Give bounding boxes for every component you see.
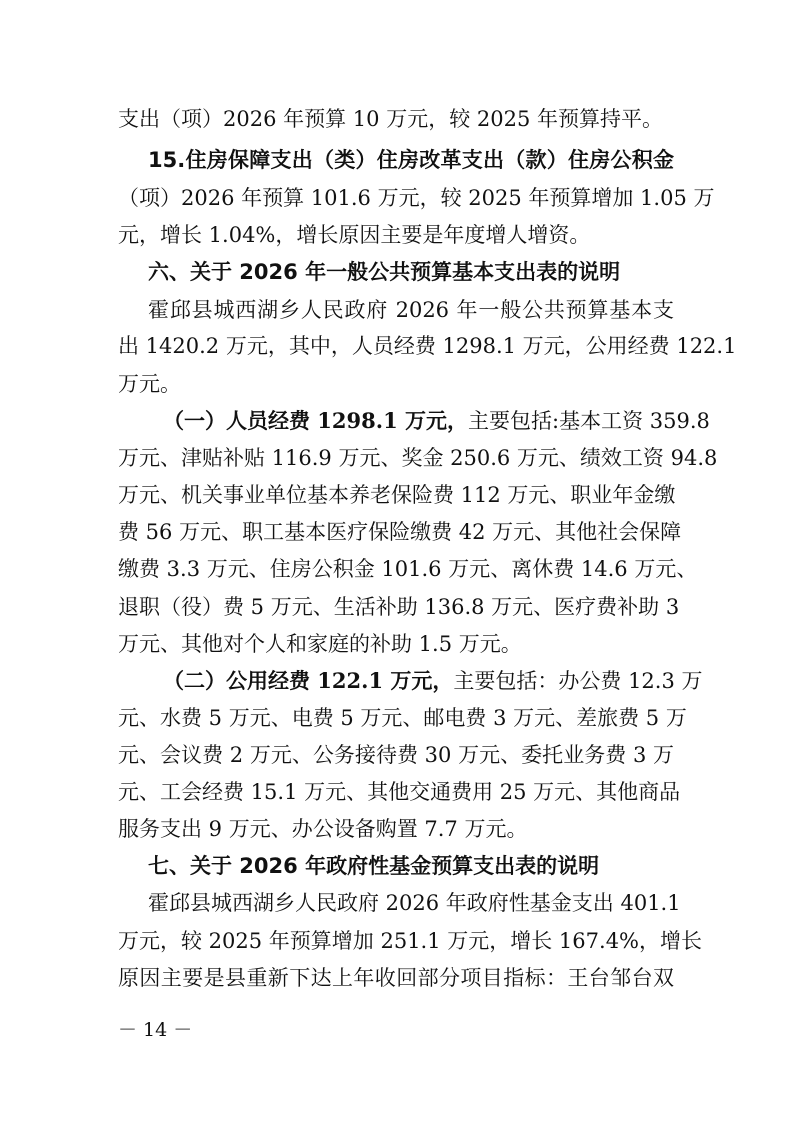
paragraph-line: 元、水费 5 万元、电费 5 万元、邮电费 3 万元、差旅费 5 万 bbox=[118, 706, 687, 730]
paragraph-line: 元、工会经费 15.1 万元、其他交通费用 25 万元、其他商品 bbox=[118, 780, 681, 804]
personnel-expense-intro: 主要包括:基本工资 359.8 bbox=[468, 409, 710, 433]
public-expense-heading: （二）公用经费 122.1 万元， bbox=[163, 668, 454, 693]
paragraph-line: 万元、津贴补贴 116.9 万元、奖金 250.6 万元、绩效工资 94.8 bbox=[118, 446, 718, 470]
paragraph-line: 万元、机关事业单位基本养老保险费 112 万元、职业年金缴 bbox=[118, 483, 676, 507]
paragraph-line: 霍邱县城西湖乡人民政府 2026 年政府性基金支出 401.1 bbox=[148, 891, 681, 915]
section-heading-7: 七、关于 2026 年政府性基金预算支出表的说明 bbox=[148, 854, 600, 878]
paragraph-line: 出 1420.2 万元，其中，人员经费 1298.1 万元，公用经费 122.1 bbox=[118, 334, 737, 358]
item-heading-housing: 15.住房保障支出（类）住房改革支出（款）住房公积金 bbox=[148, 148, 674, 172]
paragraph-line: 元，增长 1.04%，增长原因主要是年度增人增资。 bbox=[118, 223, 591, 247]
paragraph-line: 万元、其他对个人和家庭的补助 1.5 万元。 bbox=[118, 632, 522, 656]
paragraph-line: 费 56 万元、职工基本医疗保险缴费 42 万元、其他社会保障 bbox=[118, 520, 682, 544]
public-expense-intro: 主要包括：办公费 12.3 万 bbox=[453, 669, 703, 693]
paragraph-line: 服务支出 9 万元、办公设备购置 7.7 万元。 bbox=[118, 817, 528, 841]
paragraph-line: 缴费 3.3 万元、住房公积金 101.6 万元、离休费 14.6 万元、 bbox=[118, 557, 698, 581]
paragraph-line: 霍邱县城西湖乡人民政府 2026 年一般公共预算基本支 bbox=[148, 298, 674, 322]
paragraph-line: 万元，较 2025 年预算增加 251.1 万元，增长 167.4%，增长 bbox=[118, 929, 703, 953]
paragraph-line-public bbox=[163, 665, 703, 697]
section-heading-6: 六、关于 2026 年一般公共预算基本支出表的说明 bbox=[148, 260, 621, 284]
paragraph-line-personnel bbox=[163, 405, 710, 437]
personnel-expense-heading: （一）人员经费 1298.1 万元， bbox=[163, 408, 468, 433]
paragraph-line: 退职（役）费 5 万元、生活补助 136.8 万元、医疗费补助 3 bbox=[118, 595, 680, 619]
paragraph-line: 原因主要是县重新下达上年收回部分项目指标：王台邹台双 bbox=[118, 966, 674, 990]
paragraph-line: 万元。 bbox=[118, 372, 181, 396]
paragraph-line: 元、会议费 2 万元、公务接待费 30 万元、委托业务费 3 万 bbox=[118, 743, 674, 767]
paragraph-line: 支出（项）2026 年预算 10 万元，较 2025 年预算持平。 bbox=[118, 107, 663, 131]
page-number: － 14 － bbox=[118, 1019, 193, 1041]
paragraph-line: （项）2026 年预算 101.6 万元，较 2025 年预算增加 1.05 万 bbox=[118, 186, 715, 210]
